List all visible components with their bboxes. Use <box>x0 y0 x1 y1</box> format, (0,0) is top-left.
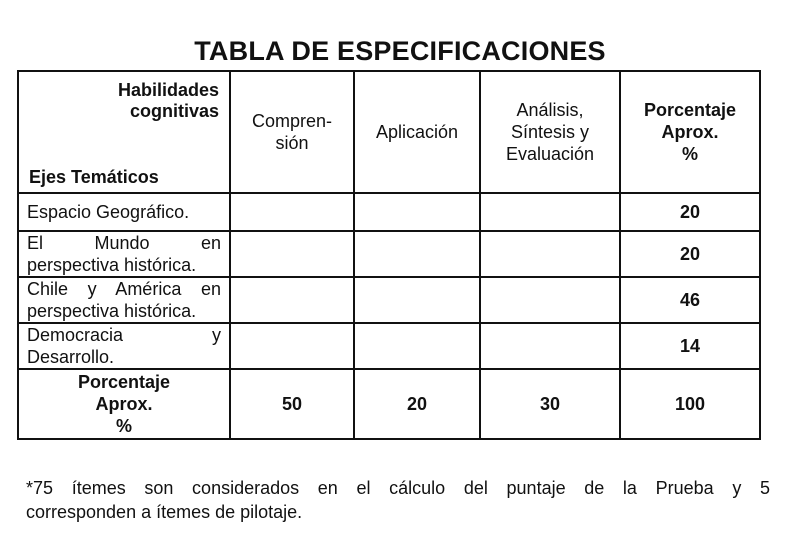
table-row <box>18 193 760 231</box>
totals-label: Porcentaje Aprox. % <box>18 369 230 439</box>
table-row <box>18 323 760 369</box>
analisis-cell <box>480 193 620 231</box>
specifications-table <box>17 70 761 440</box>
page-title: TABLA DE ESPECIFICACIONES <box>194 36 606 66</box>
header-aplicacion: Aplicación <box>354 71 480 193</box>
header-analisis: Análisis, Síntesis y Evaluación <box>480 71 620 193</box>
eje-cell: Espacio Geográfico. <box>18 193 230 231</box>
eje-cell: Chile y América en perspectiva histórica. <box>18 277 230 323</box>
habilidades-cognitivas-label: Habilidades cognitivas <box>117 80 219 121</box>
table-row <box>18 231 760 277</box>
analisis-cell <box>480 277 620 323</box>
comprension-cell <box>230 277 354 323</box>
table-row <box>18 277 760 323</box>
comprension-cell <box>230 323 354 369</box>
header-corner-cell <box>18 71 230 193</box>
aplicacion-cell <box>354 193 480 231</box>
porcentaje-cell: 46 <box>620 277 760 323</box>
analisis-cell <box>480 231 620 277</box>
porcentaje-cell: 20 <box>620 231 760 277</box>
porcentaje-cell: 20 <box>620 193 760 231</box>
ejes-tematicos-label: Ejes Temáticos <box>29 167 159 187</box>
porcentaje-cell: 14 <box>620 323 760 369</box>
table-header-row <box>18 71 760 193</box>
eje-cell: El Mundo en perspectiva histórica. <box>18 231 230 277</box>
total-analisis: 30 <box>480 369 620 439</box>
header-porcentaje: Porcentaje Aprox. % <box>620 71 760 193</box>
total-aplicacion: 20 <box>354 369 480 439</box>
total-porcentaje: 100 <box>620 369 760 439</box>
comprension-cell <box>230 231 354 277</box>
total-comprension: 50 <box>230 369 354 439</box>
aplicacion-cell <box>354 323 480 369</box>
header-comprension: Compren- sión <box>230 71 354 193</box>
eje-cell: Democracia y Desarrollo. <box>18 323 230 369</box>
comprension-cell <box>230 193 354 231</box>
totals-row <box>18 369 760 439</box>
footnote: *75 ítemes son considerados en el cálculo del puntaje de la Prueba y 5 corresponden a ítemes de pilotaje. <box>26 478 770 522</box>
aplicacion-cell <box>354 277 480 323</box>
aplicacion-cell <box>354 231 480 277</box>
analisis-cell <box>480 323 620 369</box>
